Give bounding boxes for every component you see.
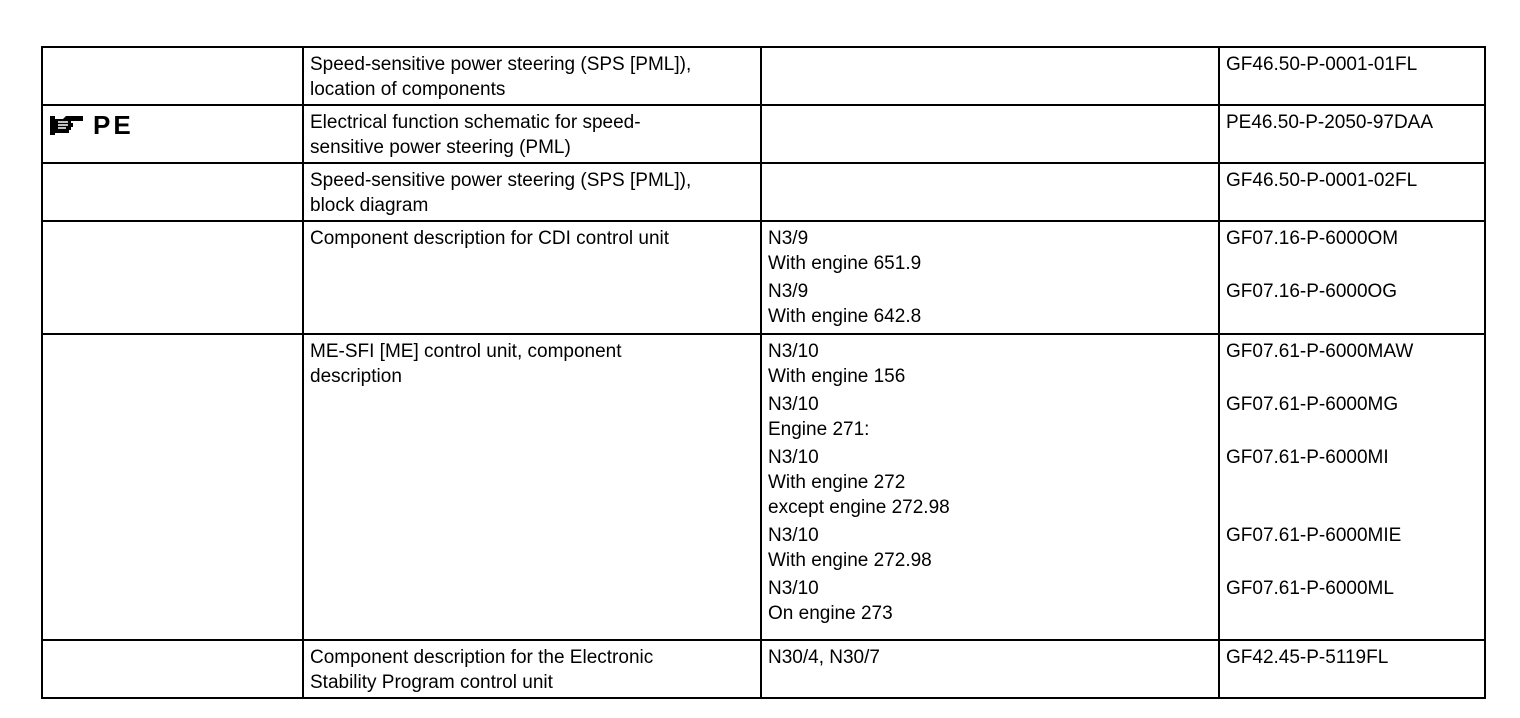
marker-cell [42, 47, 303, 105]
condition-entry [768, 445, 1212, 520]
document-ref-link[interactable]: GF46.50-P-0001-02FL [1226, 170, 1418, 191]
title-line: Speed-sensitive power steering (SPS [PML]), [310, 54, 692, 75]
document-ref-link[interactable]: GF46.50-P-0001-01FL [1226, 54, 1418, 75]
title-line: block diagram [310, 195, 429, 216]
condition-entry [768, 279, 1212, 329]
condition-line: With engine 272.98 [768, 550, 932, 571]
document-ref-link[interactable]: GF07.16-P-6000OG [1226, 281, 1398, 302]
title-line: Stability Program control unit [310, 672, 553, 693]
ref-entry [1226, 279, 1478, 304]
ref-cell [1219, 334, 1485, 640]
document-ref-link[interactable]: GF07.61-P-6000ML [1226, 578, 1394, 599]
ref-cell [1219, 105, 1485, 163]
condition-entry [768, 339, 1212, 389]
condition-cell [761, 334, 1219, 640]
condition-entry [768, 576, 1212, 626]
condition-cell [761, 105, 1219, 163]
table-row [42, 334, 1485, 640]
condition-cell [761, 640, 1219, 698]
title-cell [303, 47, 761, 105]
document-ref-link[interactable]: GF07.61-P-6000MAW [1226, 341, 1414, 362]
title-line: location of components [310, 79, 506, 100]
condition-line: N3/10 [768, 578, 819, 599]
condition-line: N3/10 [768, 341, 819, 362]
title-line: description [310, 366, 402, 387]
pointing-hand-icon [49, 113, 85, 137]
document-ref-link[interactable]: GF07.61-P-6000MIE [1226, 525, 1402, 546]
table-row [42, 640, 1485, 698]
table-row [42, 221, 1485, 334]
marker-cell [42, 334, 303, 640]
document-ref-link[interactable]: PE46.50-P-2050-97DAA [1226, 112, 1434, 133]
ref-cell [1219, 47, 1485, 105]
condition-line: N30/4, N30/7 [768, 647, 880, 668]
condition-line: N3/10 [768, 525, 819, 546]
table-row [42, 163, 1485, 221]
condition-line: N3/10 [768, 394, 819, 415]
title-line: sensitive power steering (PML) [310, 137, 571, 158]
document-ref-link[interactable]: GF07.61-P-6000MG [1226, 394, 1399, 415]
marker-cell [42, 221, 303, 334]
condition-line: With engine 272 [768, 472, 906, 493]
condition-entry [768, 523, 1212, 573]
condition-line: N3/9 [768, 281, 809, 302]
condition-cell [761, 163, 1219, 221]
marker-cell [42, 105, 303, 163]
condition-line: With engine 642.8 [768, 306, 922, 327]
reference-table [41, 46, 1486, 699]
condition-cell [761, 47, 1219, 105]
condition-cell [761, 221, 1219, 334]
title-line: Electrical function schematic for speed- [310, 112, 641, 133]
title-line: Component description for CDI control unit [310, 228, 670, 249]
ref-entry [1226, 576, 1478, 601]
condition-line: Engine 271: [768, 419, 870, 440]
document-ref-link[interactable]: GF07.61-P-6000MI [1226, 447, 1389, 468]
ref-entry [1226, 445, 1478, 520]
ref-entry [1226, 339, 1478, 389]
table-row [42, 105, 1485, 163]
ref-cell [1219, 163, 1485, 221]
title-cell [303, 221, 761, 334]
title-line: Speed-sensitive power steering (SPS [PML]), [310, 170, 692, 191]
title-cell [303, 334, 761, 640]
condition-line: On engine 273 [768, 603, 893, 624]
condition-line: N3/10 [768, 447, 819, 468]
condition-line: N3/9 [768, 228, 809, 249]
document-ref-link[interactable]: GF07.16-P-6000OM [1226, 228, 1399, 249]
ref-cell [1219, 221, 1485, 334]
title-line: Component description for the Electronic [310, 647, 654, 668]
condition-line: With engine 156 [768, 366, 906, 387]
ref-entry [1226, 226, 1478, 276]
condition-line: except engine 272.98 [768, 497, 950, 518]
ref-entry [1226, 392, 1478, 442]
title-cell [303, 640, 761, 698]
ref-cell [1219, 640, 1485, 698]
title-cell [303, 105, 761, 163]
condition-line: With engine 651.9 [768, 253, 922, 274]
pe-marker-label: PE [93, 110, 134, 140]
document-ref-link[interactable]: GF42.45-P-5119FL [1226, 647, 1389, 668]
condition-entry [768, 392, 1212, 442]
title-line: ME-SFI [ME] control unit, component [310, 341, 622, 362]
condition-entry [768, 226, 1212, 276]
ref-entry [1226, 523, 1478, 573]
marker-cell [42, 163, 303, 221]
table-row [42, 47, 1485, 105]
title-cell [303, 163, 761, 221]
marker-cell [42, 640, 303, 698]
